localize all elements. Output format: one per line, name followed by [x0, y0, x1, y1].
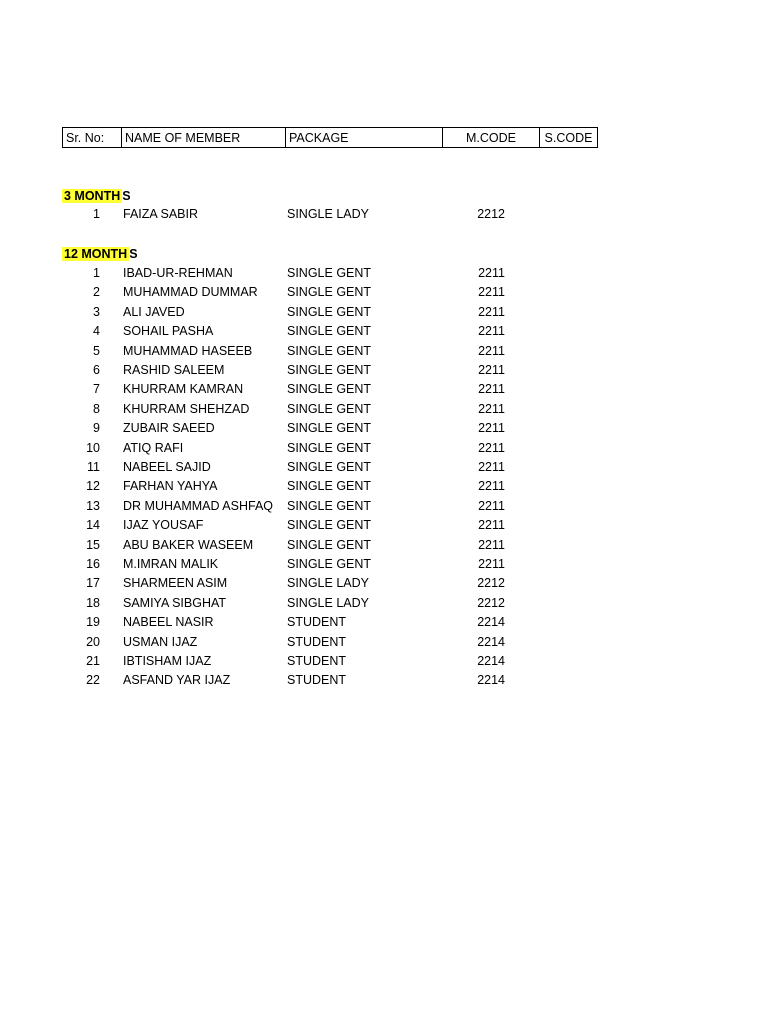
m-code: 2214: [477, 654, 505, 668]
column-header-table: [62, 127, 598, 148]
package-name: SINGLE GENT: [287, 266, 372, 280]
member-row: [62, 574, 602, 593]
member-row: [62, 671, 602, 690]
package-name: SINGLE GENT: [287, 382, 372, 397]
package-name: SINGLE GENT: [287, 324, 372, 339]
header-row: [63, 128, 598, 148]
member-row: [62, 380, 602, 399]
m-code: 2211: [478, 343, 505, 358]
header-s-code: S.CODE: [540, 128, 598, 148]
member-row: [62, 477, 602, 496]
section-title: [62, 245, 138, 263]
m-code: 2212: [477, 576, 505, 591]
member-row: [62, 342, 602, 361]
member-name: SOHAIL PASHA: [123, 324, 214, 339]
member-name: IBAD-UR-REHMAN: [123, 266, 233, 280]
package-name: SINGLE GENT: [287, 479, 372, 494]
m-code: 2214: [477, 634, 505, 649]
package-name: SINGLE GENT: [287, 498, 372, 513]
serial-number: 16: [86, 557, 100, 571]
package-name: STUDENT: [287, 615, 347, 630]
member-row: [62, 652, 602, 671]
member-row: [62, 594, 602, 613]
section-title-rest: S: [122, 189, 131, 203]
member-name: ASFAND YAR IJAZ: [123, 673, 231, 688]
package-name: SINGLE GENT: [287, 440, 372, 455]
serial-number: 2: [93, 285, 100, 300]
m-code: 2211: [478, 557, 505, 571]
header-m-code: M.CODE: [443, 128, 540, 148]
m-code: 2212: [477, 207, 505, 221]
package-name: STUDENT: [287, 673, 347, 688]
package-name: SINGLE LADY: [287, 207, 369, 221]
member-row: [62, 400, 602, 419]
serial-number: 13: [86, 498, 100, 513]
serial-number: 22: [86, 673, 100, 688]
member-row: [62, 516, 602, 535]
serial-number: 17: [86, 576, 100, 591]
section-title-rest: S: [129, 247, 138, 261]
m-code: 2211: [478, 498, 505, 513]
serial-number: 1: [93, 266, 100, 280]
member-name: ALI JAVED: [123, 304, 185, 319]
serial-number: 12: [86, 479, 100, 494]
serial-number: 11: [87, 460, 100, 474]
m-code: 2212: [477, 595, 505, 610]
m-code: 2211: [478, 479, 505, 494]
section-title-highlight: 3 MONTH: [64, 189, 121, 203]
package-name: STUDENT: [287, 654, 347, 668]
member-name: KHURRAM KAMRAN: [123, 382, 244, 397]
member-name: RASHID SALEEM: [123, 363, 225, 377]
member-name: FARHAN YAHYA: [123, 479, 218, 494]
member-row: [62, 613, 602, 632]
member-row: [62, 205, 602, 224]
member-name: ABU BAKER WASEEM: [123, 537, 254, 552]
serial-number: 4: [93, 324, 100, 339]
member-name: USMAN IJAZ: [123, 634, 198, 649]
package-name: STUDENT: [287, 634, 347, 649]
package-name: SINGLE GENT: [287, 343, 372, 358]
member-name: IJAZ YOUSAF: [123, 518, 204, 533]
m-code: 2211: [478, 401, 505, 416]
m-code: 2211: [478, 324, 505, 339]
package-name: SINGLE GENT: [287, 363, 372, 377]
m-code: 2214: [477, 615, 505, 630]
member-name: FAIZA SABIR: [123, 207, 199, 221]
serial-number: 21: [86, 654, 100, 668]
member-row: [62, 361, 602, 380]
package-name: SINGLE GENT: [287, 304, 372, 319]
member-row: [62, 322, 602, 341]
member-name: ATIQ RAFI: [123, 440, 184, 455]
member-name: NABEEL SAJID: [123, 460, 211, 474]
member-row: [62, 555, 602, 574]
member-row: [62, 264, 602, 283]
serial-number: 6: [93, 363, 100, 377]
member-name: SHARMEEN ASIM: [123, 576, 228, 591]
package-name: SINGLE GENT: [287, 557, 372, 571]
member-name: ZUBAIR SAEED: [123, 421, 215, 436]
member-row: [62, 458, 602, 477]
m-code: 2211: [478, 421, 505, 436]
member-row: [62, 419, 602, 438]
serial-number: 20: [86, 634, 100, 649]
member-name: M.IMRAN MALIK: [123, 557, 219, 571]
m-code: 2211: [478, 382, 505, 397]
member-row: [62, 536, 602, 555]
serial-number: 3: [93, 304, 100, 319]
serial-number: 9: [93, 421, 100, 436]
header-package: PACKAGE: [286, 128, 443, 148]
package-name: SINGLE LADY: [287, 595, 369, 610]
package-name: SINGLE GENT: [287, 537, 372, 552]
m-code: 2211: [478, 304, 505, 319]
serial-number: 10: [86, 440, 100, 455]
serial-number: 14: [86, 518, 100, 533]
m-code: 2211: [478, 460, 505, 474]
m-code: 2211: [478, 518, 505, 533]
member-row: [62, 283, 602, 302]
member-name: KHURRAM SHEHZAD: [123, 401, 250, 416]
member-name: IBTISHAM IJAZ: [123, 654, 212, 668]
member-name: MUHAMMAD HASEEB: [123, 343, 253, 358]
member-row: [62, 303, 602, 322]
package-name: SINGLE GENT: [287, 285, 372, 300]
member-name: SAMIYA SIBGHAT: [123, 595, 227, 610]
serial-number: 1: [93, 207, 100, 221]
package-name: SINGLE GENT: [287, 401, 372, 416]
serial-number: 18: [86, 595, 100, 610]
member-name: NABEEL NASIR: [123, 615, 214, 630]
m-code: 2211: [478, 285, 505, 300]
m-code: 2211: [478, 440, 505, 455]
m-code: 2211: [478, 537, 505, 552]
serial-number: 19: [86, 615, 100, 630]
serial-number: 15: [86, 537, 100, 552]
section-title: [62, 187, 131, 205]
serial-number: 5: [93, 343, 100, 358]
package-name: SINGLE GENT: [287, 460, 372, 474]
header-name-of-member: NAME OF MEMBER: [122, 128, 286, 148]
m-code: 2211: [478, 363, 505, 377]
package-name: SINGLE GENT: [287, 518, 372, 533]
m-code: 2211: [478, 266, 505, 280]
header-sr-no: Sr. No:: [63, 128, 122, 148]
serial-number: 7: [93, 382, 100, 397]
member-row: [62, 439, 602, 458]
member-row: [62, 633, 602, 652]
member-name: MUHAMMAD DUMMAR: [123, 285, 258, 300]
package-name: SINGLE LADY: [287, 576, 369, 591]
m-code: 2214: [477, 673, 505, 688]
member-row: [62, 497, 602, 516]
serial-number: 8: [93, 401, 100, 416]
package-name: SINGLE GENT: [287, 421, 372, 436]
section-title-highlight: 12 MONTH: [64, 247, 128, 261]
member-name: DR MUHAMMAD ASHFAQ: [123, 498, 274, 513]
